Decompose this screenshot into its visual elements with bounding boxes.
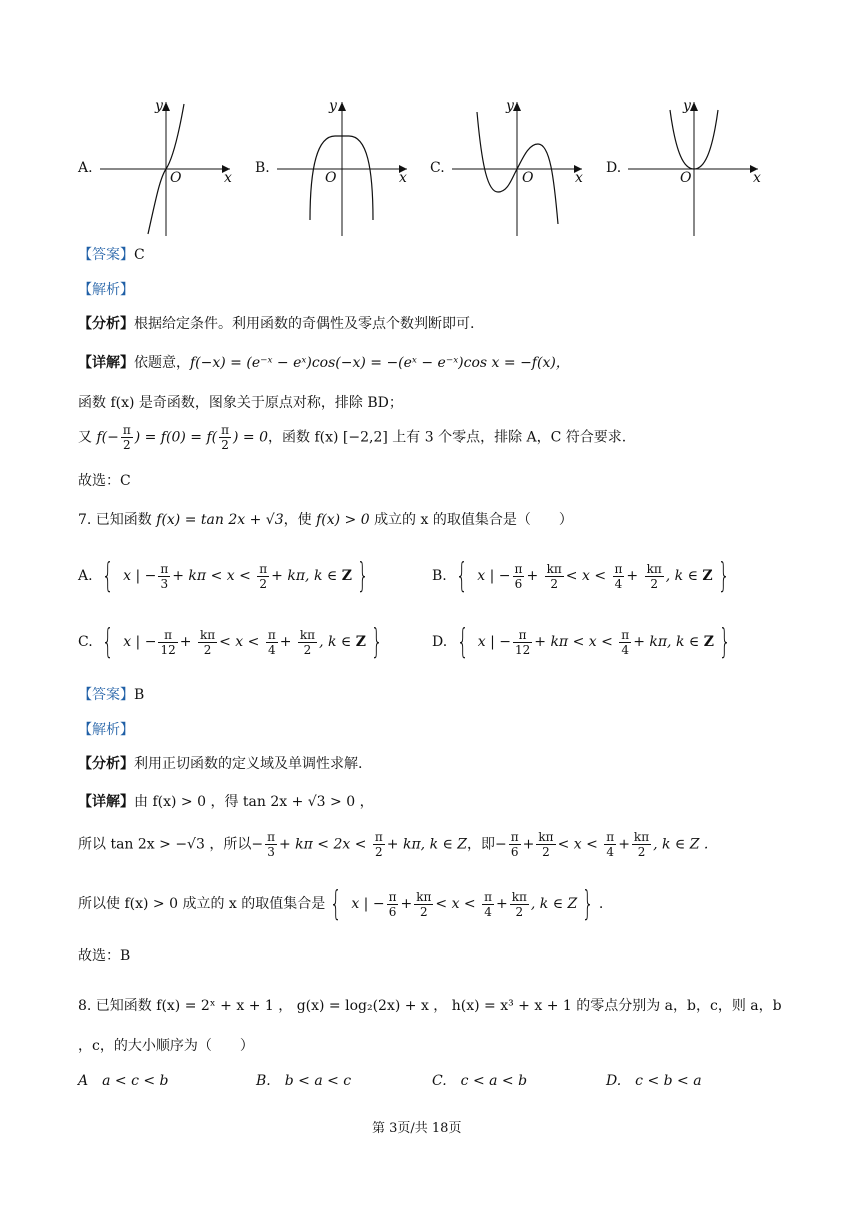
q6-line3-pre: 又 (78, 429, 92, 446)
q8-option-d[interactable]: D. c < b < a (606, 1073, 702, 1089)
q7-line3: 所以使 f(x) > 0 成立的 x 的取值集合是 { x | − $\frac{\pi}{6}$ + $\frac{k\pi}{2}$ < x < $\frac{\pi}{4}$ + $\frac{k\pi}{2}$ , k ∈ Z } . (78, 884, 604, 924)
q7-stem-formula: f(x) = tan 2x + √3 (156, 512, 284, 528)
q8-option-b[interactable]: B. b < a < c (256, 1073, 352, 1089)
q7-answer-tag: 【答案】 (78, 687, 134, 703)
q6-line3-f3: ) = 0 (233, 429, 268, 446)
q7-answer-value: B (134, 687, 145, 703)
graph-c-y: y (506, 98, 514, 114)
q7-jiexi: 【解析】 (78, 722, 134, 738)
q7-xiangjie-1: 由 f(x) > 0 ，得 tan 2x + √3 > 0 ， (134, 794, 374, 810)
graph-c-o: O (522, 170, 534, 186)
q6-frac-pi2-a: $\frac{\pi}{2}$ (122, 423, 131, 452)
q7-option-a-label: A. (78, 568, 93, 584)
q7-fenxi-tag: 【分析】 (78, 756, 134, 772)
q6-answer (78, 244, 145, 264)
q6-answer-value: C (134, 247, 145, 263)
q7-fenxi (78, 753, 362, 773)
graph-b-label: B. (255, 160, 270, 176)
graph-c-label: C. (430, 160, 445, 176)
q8-option-c[interactable]: C. c < a < b (432, 1073, 528, 1089)
graph-a (78, 98, 238, 238)
q6-fenxi-text: 根据给定条件。利用函数的奇偶性及零点个数判断即可. (134, 316, 475, 332)
q7-stem (78, 509, 573, 529)
q6-fenxi-tag: 【分析】 (78, 316, 134, 332)
q6-line3-f1: f(− (96, 429, 119, 446)
graph-c-x: x (575, 170, 583, 186)
q6-fenxi (78, 313, 474, 333)
q6-xiangjie-pre: 依题意， (134, 355, 190, 371)
q7-option-d[interactable]: D. { x | − $\frac{\pi}{12}$ + kπ < x < $\frac{\pi}{4}$ + kπ, k ∈ Z } (432, 622, 731, 662)
page-footer: 第 3页/共 18页 (372, 1121, 462, 1136)
q7-xiangjie-tag: 【详解】 (78, 794, 134, 810)
graph-a-o: O (170, 170, 182, 186)
q8-stem-line1: 8. 已知函数 f(x) = 2ˣ + x + 1 ， g(x) = log₂(2x) + x ， h(x) = x³ + x + 1 的零点分别为 a，b，c，则 a，b (78, 998, 782, 1014)
graph-b-o: O (325, 170, 337, 186)
graph-b-x: x (399, 170, 407, 186)
q7-option-d-label: D. (432, 634, 448, 650)
graph-d-o: O (680, 170, 692, 186)
q7-option-b-label: B. (432, 568, 447, 584)
q7-xiangjie (78, 791, 374, 811)
q6-line3-f2: ) = f(0) = f( (134, 429, 218, 446)
q7-stem-pre: 7. 已知函数 (78, 512, 152, 528)
graph-c (430, 98, 590, 238)
q7-option-a[interactable]: A. { x | − $\frac{\pi}{3}$ + kπ < x < $\frac{\pi}{2}$ + kπ, k ∈ Z } (78, 556, 369, 596)
q7-option-c-label: C. (78, 634, 93, 650)
graph-d-x: x (753, 170, 761, 186)
graph-d-y: y (683, 98, 691, 114)
q7-line2: 所以 tan 2x > −√3 ，所以− $\frac{\pi}{3}$ + kπ < 2x < $\frac{\pi}{2}$ + kπ, k ∈ Z，即− $\frac{\pi}{6}$ + $\frac{k\pi}{2}$ < x < $\frac{\pi}{4}$ + $\frac{k\pi}{2}$ , k ∈ Z . (78, 830, 709, 859)
graph-b-y: y (329, 98, 337, 114)
q6-guxuan: 故选：C (78, 473, 131, 489)
graph-d-label: D. (606, 160, 622, 176)
q7-stem-mid: ，使 (283, 512, 312, 528)
q7-guxuan: 故选：B (78, 948, 131, 964)
q6-jiexi: 【解析】 (78, 282, 134, 298)
graph-b (255, 98, 415, 238)
q7-fenxi-text: 利用正切函数的定义域及单调性求解. (134, 756, 363, 772)
q6-answer-tag: 【答案】 (78, 247, 134, 263)
q6-line2: 函数 f(x) 是奇函数，图象关于原点对称，排除 BD； (78, 395, 403, 411)
q8-option-a[interactable]: A a < c < b (78, 1073, 169, 1089)
q7-line3-pre: 所以使 f(x) > 0 成立的 x 的取值集合是 (78, 896, 326, 912)
q6-xiangjie (78, 352, 570, 372)
graph-a-x: x (224, 170, 232, 186)
q6-line3-post: ，函数 f(x) [−2,2] 上有 3 个零点，排除 A，C 符合要求. (268, 429, 627, 446)
q6-line3 (78, 423, 626, 452)
graph-d (606, 98, 766, 238)
q7-option-c[interactable]: C. { x | − $\frac{\pi}{12}$ + $\frac{k\pi}{2}$ < x < $\frac{\pi}{4}$ + $\frac{k\pi}{2}$ , k ∈ Z } (78, 622, 383, 662)
q7-line2-pre: 所以 tan 2x > −√3 ，所以 (78, 836, 252, 853)
q6-frac-pi2-b: $\frac{\pi}{2}$ (221, 423, 229, 452)
q7-stem-post: 成立的 x 的取值集合是（ ） (374, 512, 573, 528)
q8-stem-line2: ，c，的大小顺序为（ ） (78, 1038, 254, 1054)
q6-xiangjie-formula: f(−x) = (e⁻ˣ − eˣ)cos(−x) = −(eˣ − e⁻ˣ)cos x = −f(x)， (190, 355, 570, 371)
q6-xiangjie-tag: 【详解】 (78, 355, 134, 371)
q7-answer (78, 684, 144, 704)
q7-option-b[interactable]: B. { x | − $\frac{\pi}{6}$ + $\frac{k\pi}{2}$ < x < $\frac{\pi}{4}$ + $\frac{k\pi}{2}$ , k ∈ Z } (432, 556, 730, 596)
q7-line2-mid: ，即 (467, 836, 496, 853)
graph-a-label: A. (78, 160, 93, 176)
q7-stem-cond: f(x) > 0 (316, 512, 370, 528)
graph-a-y: y (155, 98, 163, 114)
